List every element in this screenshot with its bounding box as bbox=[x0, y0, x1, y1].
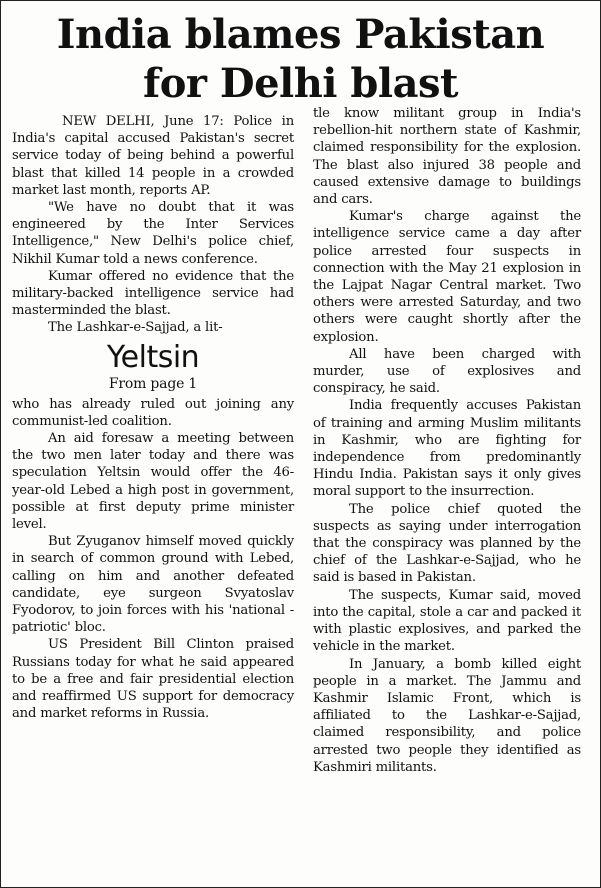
jump-story-continuation-label: From page 1 bbox=[108, 375, 198, 392]
body-paragraph: In January, a bomb killed eight people in a market. The Jammu and Kashmir Islamic Front, which is affiliated to the Lashkar-e-Sajjad, claimed responsibility, and police arrested two people they identified as Kashmiri militants. bbox=[313, 656, 581, 775]
right-column bbox=[313, 105, 581, 776]
jump-paragraph: who has already ruled out joining any communist-led coalition. bbox=[12, 396, 294, 429]
jump-paragraph: But Zyuganov himself moved quickly in search of common ground with Lebed, calling on him and another defeated candidate, eye surgeon Svyatoslav Fyodorov, to join forces with his 'national -patriotic' bloc. bbox=[12, 534, 294, 636]
body-paragraph: The suspects, Kumar said, moved into the capital, stole a car and packed it with plastic explosives, and parked the vehicle in the market. bbox=[313, 587, 581, 655]
body-paragraph: NEW DELHI, June 17: Police in India's capital accused Pakistan's secret service today of being behind a powerful blast that killed 14 people in a crowded market last month, reports AP. bbox=[12, 114, 294, 198]
body-paragraph: India frequently accuses Pakistan of training and arming Muslim militants in Kashmir, who are fighting for independence from predominantly Hindu India. Pakistan says it only gives moral support to the insurrection. bbox=[313, 398, 581, 500]
jump-paragraph: US President Bill Clinton praised Russians today for what he said appeared to be a free and fair presidential election and reaffirmed US support for democracy and market reforms in Russia. bbox=[12, 637, 294, 722]
body-paragraph: Kumar's charge against the intelligence service came a day after police arrested four suspects in connection with the May 21 explosion in the Lajpat Nagar Central market. Two others were arrested Saturday, and two others were caught shortly after the explosion. bbox=[313, 209, 581, 345]
headline-line-2: for Delhi blast bbox=[143, 60, 458, 107]
jump-paragraph: An aid foresaw a meeting between the two men later today and there was speculation Yeltsin would offer the 46-year-old Lebed a high post in government, possible at first deputy prime minister level. bbox=[12, 431, 294, 533]
body-paragraph: Kumar offered no evidence that the military-backed intelligence service had masterminded the blast. bbox=[12, 268, 294, 319]
jump-story-header bbox=[12, 341, 294, 393]
body-paragraph: "We have no doubt that it was engineered by the Inter Services Intelligence," New Delhi's police chief, Nikhil Kumar told a news conference. bbox=[12, 200, 294, 267]
left-column bbox=[12, 113, 294, 723]
jump-story-title: Yeltsin bbox=[106, 339, 200, 375]
body-paragraph: tle know militant group in India's rebellion-hit northern state of Kashmir, claimed responsibility for the explosion. The blast also injured 38 people and caused extensive damage to buildings and cars. bbox=[313, 106, 581, 208]
body-paragraph: The Lashkar-e-Sajjad, a lit- bbox=[48, 320, 223, 336]
headline-line-1: India blames Pakistan bbox=[56, 11, 545, 58]
body-paragraph: The police chief quoted the suspects as saying under interrogation that the conspiracy was planned by the chief of the Lashkar-e-Sajjad, who he said is based in Pakistan. bbox=[313, 501, 581, 586]
body-paragraph: All have been charged with murder, use of explosives and conspiracy, he said. bbox=[313, 346, 581, 397]
